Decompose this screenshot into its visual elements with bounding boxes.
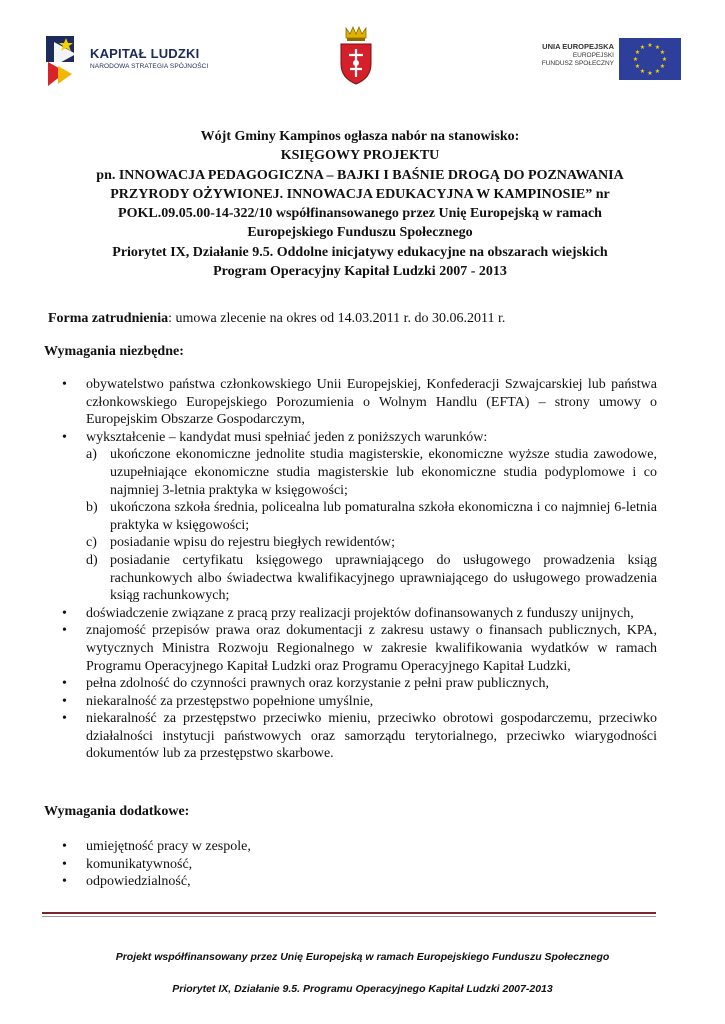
svg-text:★: ★ [659, 49, 666, 56]
additional-heading: Wymagania dodatkowe: [44, 804, 190, 819]
list-item [0, 622, 657, 675]
option-marker: a) [86, 447, 97, 463]
title-line: pn. INNOWACJA PEDAGOGICZNA – BAJKI I BAŚNIE DROGĄ DO POZNAWANIA [96, 167, 624, 183]
footer-divider [42, 912, 656, 914]
list-item-text: niekaralność za przestępstwo przeciwko mieniu, przeciwko obrotowi gospodarczemu, przeciwko działalności instytucji państwowych oraz samorządu terytorialnego, przeciwko wiarygodności dokumentów lub za przestępstwo skarbowe. [86, 711, 657, 762]
list-item [0, 675, 657, 693]
education-option [86, 446, 657, 499]
option-text: ukończona szkoła średnia, policealna lub pomaturalna szkoła ekonomiczna i co najmniej 6-letnia praktyka w księgowości; [110, 500, 657, 533]
eu-text [516, 42, 614, 67]
bullet-icon: • [62, 856, 67, 872]
required-list [0, 376, 657, 763]
title-line: KSIĘGOWY PROJEKTU [280, 148, 440, 164]
education-option [86, 534, 657, 552]
list-item-text: niekaralność za przestępstwo popełnione umyślnie, [86, 693, 374, 709]
list-item [0, 710, 657, 763]
kapital-ludzki-logo [44, 32, 224, 90]
kapital-ludzki-subtitle: NARODOWA STRATEGIA SPÓJNOŚCI [90, 63, 209, 70]
title-line: POKL.09.05.00-14-322/10 współfinansowanego przez Unię Europejską w ramach [118, 206, 602, 222]
list-item-text: wykształcenie – kandydat musi spełniać jeden z poniższych warunków: [86, 429, 488, 445]
gmina-crest-icon [336, 24, 376, 86]
list-item [0, 693, 657, 711]
option-marker: b) [86, 500, 98, 516]
bullet-icon: • [62, 693, 67, 709]
bullet-icon: • [62, 605, 67, 621]
bullet-icon: • [62, 623, 67, 639]
announcement-title [70, 127, 650, 281]
svg-text:★: ★ [661, 56, 668, 63]
title-line: Program Operacyjny Kapitał Ludzki 2007 - 2013 [213, 264, 507, 280]
svg-text:★: ★ [634, 63, 641, 70]
svg-text:★: ★ [647, 70, 653, 77]
list-item-text: umiejętność pracy w zespole, [86, 839, 251, 854]
required-heading: Wymagania niezbędne: [44, 344, 184, 359]
svg-text:★: ★ [654, 68, 661, 75]
employment-form [48, 310, 664, 328]
list-item-text: pełna zdolność do czynności prawnych oraz korzystanie z pełni praw publicznych, [86, 676, 549, 692]
title-line: PRZYRODY OŻYWIONEJ. INNOWACJA EDUKACYJNA W KAMPINOSIE” nr [110, 186, 610, 202]
employment-label: Forma zatrudnienia [48, 311, 169, 326]
list-item [0, 856, 486, 874]
bullet-icon: • [62, 676, 67, 692]
list-item-text: komunikatywność, [86, 856, 193, 872]
bullet-icon: • [62, 839, 67, 854]
additional-list [0, 838, 486, 891]
eu-line1: UNIA EUROPEJSKA [542, 42, 614, 51]
eu-line3: FUNDUSZ SPOŁECZNY [541, 60, 614, 67]
bullet-icon: • [62, 377, 67, 392]
footer-line1: Projekt współfinansowany przez Unię Europejską w ramach Europejskiego Funduszu Społecznego [115, 951, 610, 963]
list-item [0, 376, 657, 429]
list-item [0, 873, 486, 891]
title-line: Priorytet IX, Działanie 9.5. Oddolne inicjatywy edukacyjne na obszarach wiejskich [112, 244, 608, 260]
employment-value: : umowa zlecenie na okres od 14.03.2011 r. do 30.06.2011 r. [168, 311, 506, 326]
kapital-ludzki-title: KAPITAŁ LUDZKI [90, 46, 200, 61]
eu-efs-logo [516, 36, 682, 84]
svg-text:★: ★ [639, 68, 646, 75]
education-option [86, 552, 657, 605]
footer-divider-thin [42, 916, 656, 917]
option-marker: d) [86, 552, 98, 568]
option-marker: c) [86, 535, 97, 551]
education-option [86, 499, 657, 534]
bullet-icon: • [62, 429, 67, 445]
svg-text:★: ★ [654, 44, 661, 51]
list-item [0, 838, 486, 856]
list-item [0, 605, 657, 623]
svg-text:★: ★ [647, 42, 653, 49]
kapital-ludzki-text [90, 46, 208, 70]
svg-text:★: ★ [639, 44, 646, 51]
footer-line2: Priorytet IX, Działanie 9.5. Programu Operacyjnego Kapitał Ludzki 2007-2013 [172, 983, 553, 995]
title-line: Wójt Gminy Kampinos ogłasza nabór na stanowisko: [200, 129, 520, 144]
bullet-icon: • [62, 711, 67, 727]
kapital-ludzki-emblem-icon [44, 32, 84, 90]
eu-flag-icon [619, 38, 681, 80]
svg-text:★: ★ [634, 49, 641, 56]
education-options-list [86, 446, 657, 604]
eu-line2: EUROPEJSKI [572, 52, 614, 59]
option-text: posiadanie wpisu do rejestru biegłych rewidentów; [110, 535, 395, 551]
title-line: Europejskiego Funduszu Społecznego [247, 225, 473, 241]
list-item-text: obywatelstwo państwa członkowskiego Unii Europejskiej, Konfederacji Szwajcarskiej lub państwa członkowskiego Europejskiego Porozumienia o Wolnym Handlu (EFTA) – strony umowy o Europejskim Obszarze Gospodarczym, [86, 377, 657, 428]
option-text: ukończone ekonomiczne jednolite studia magisterskie, ekonomiczne wyższe studia zawodowe, uzupełniające ekonomiczne studia magisterskie lub ekonomiczne studia podyplomowe i co najmniej 3-letnia praktyka w księgowości; [110, 447, 657, 498]
list-item-text: znajomość przepisów prawa oraz dokumentacji z zakresu ustawy o finansach publicznych, KPA, wytycznych Ministra Rozwoju Regionalnego w zakresie kwalifikowania wydatków w ramach Programu Operacyjnego Kapitał Ludzki oraz Programu Operacyjnego Kapitał Ludzki, [86, 623, 657, 674]
svg-text:★: ★ [632, 56, 639, 63]
list-item-text: odpowiedzialność, [86, 874, 191, 890]
list-item [0, 429, 657, 605]
option-text: posiadanie certyfikatu księgowego uprawniającego do usługowego prowadzenia ksiąg rachunkowych albo świadectwa kwalifikacyjnego uprawniającego do usługowego prowadzenia ksiąg rachunkowych; [110, 552, 657, 604]
list-item-text: doświadczenie związane z pracą przy realizacji projektów dofinansowanych z funduszy unijnych, [86, 605, 634, 621]
bullet-icon: • [62, 874, 67, 890]
svg-text:★: ★ [659, 63, 666, 70]
